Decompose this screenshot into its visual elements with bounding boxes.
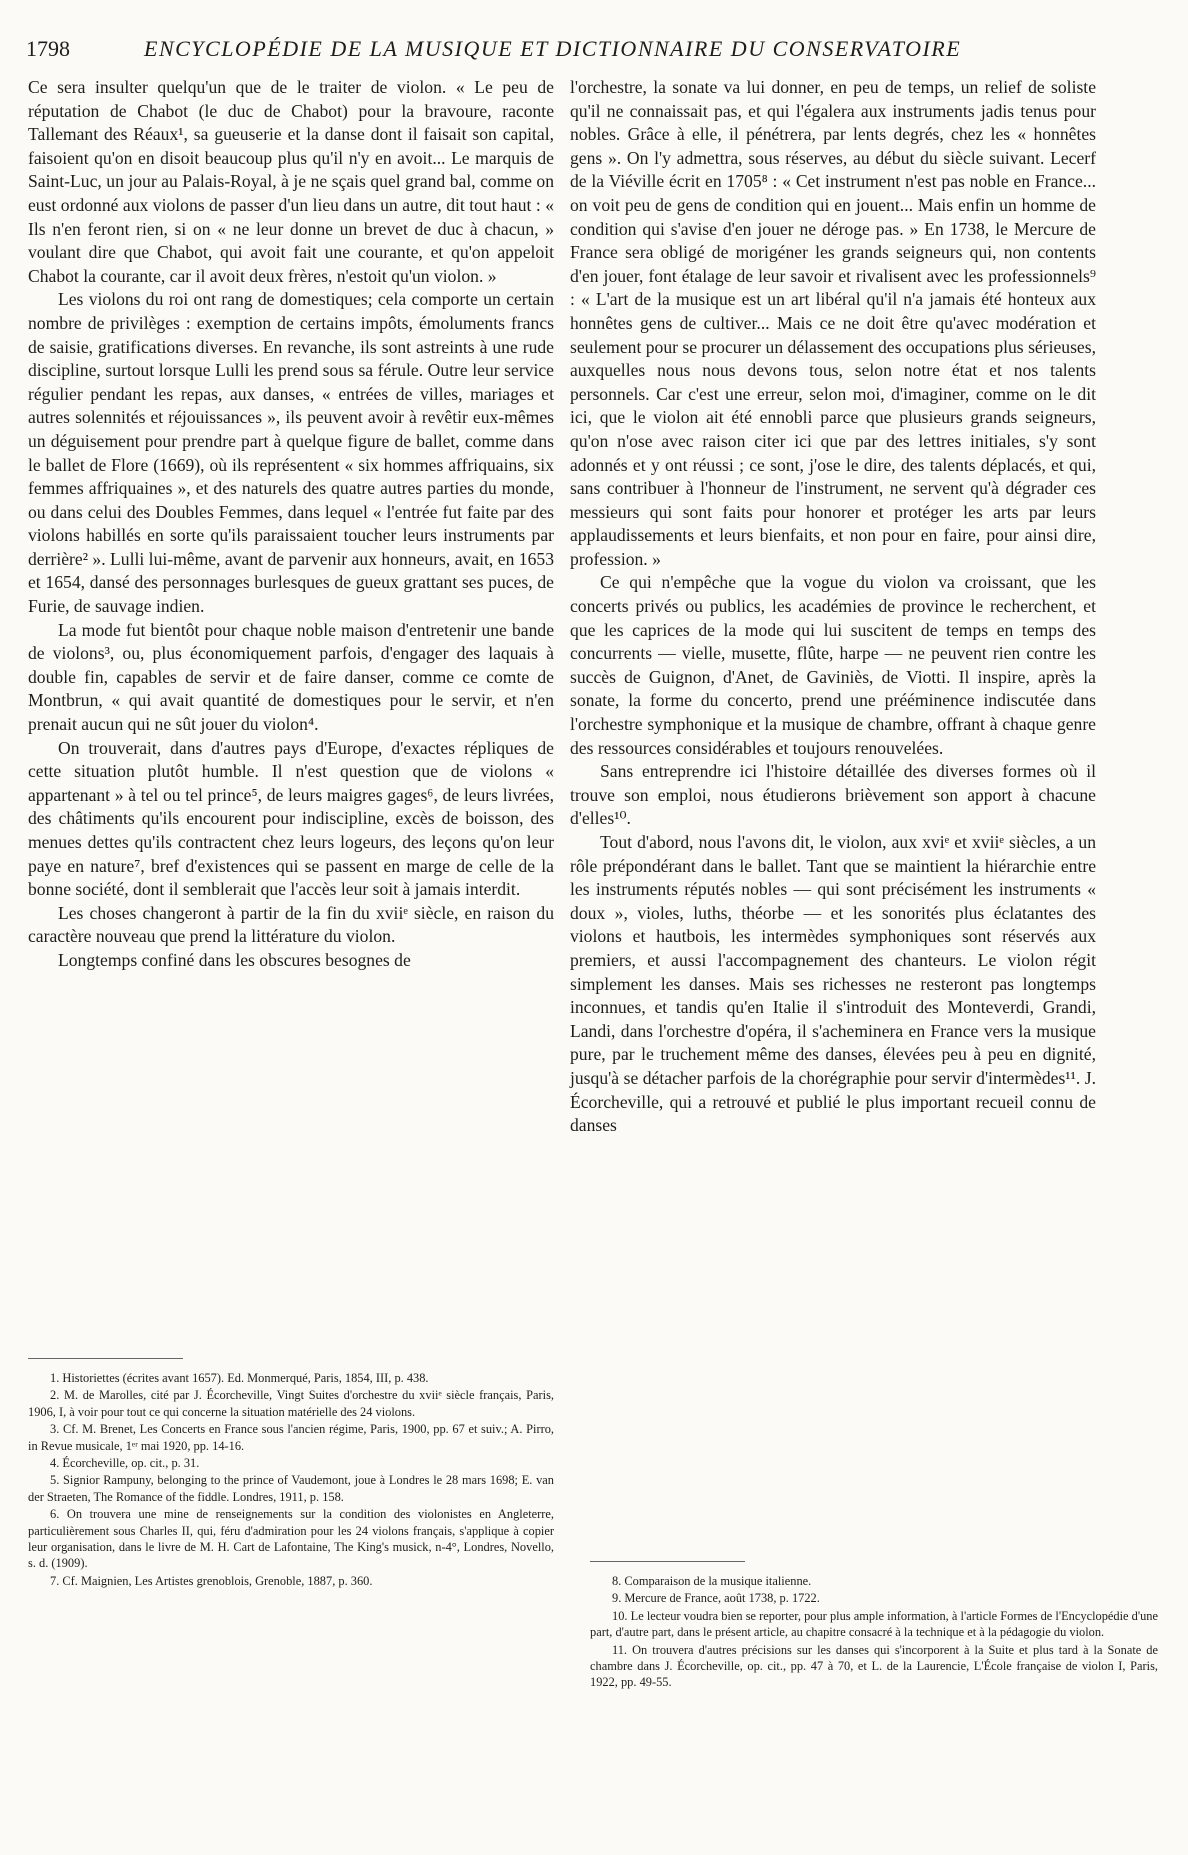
paragraph: l'orchestre, la sonate va lui donner, en peu de temps, un relief de soliste qu'il ne connaissait pas, et qui l'égalera aux instruments jadis tenus pour nobles. Grâce à elle, il pénétrera, par lents degrés, chez les « honnêtes gens ». On l'y admettra, sous réserves, au début du siècle suivant. Lecerf de la Viéville écrit en 1705⁸ : « Cet instrument n'est pas noble en France... on voit peu de gens de condition qui en jouent... Mais enfin un homme de condition qui s'avise d'en jouer ne déroge pas. » En 1738, le Mercure de France sera obligé de morigéner les grands seigneurs qui, non contents d'en jouer, font étalage de leur savoir et rivalisent avec les professionnels⁹ : « L'art de la musique est un art libéral qu'il n'a jamais été honteux aux honnêtes gens de cultiver... Mais ce ne doit être qu'avec modération et seulement pour se procurer un délassement des occupations plus sérieuses, auxquelles nous nous devons tous, selon notre état et nos talents personnels. Car c'est une erreur, selon moi, d'imaginer, comme on le dit ici, que le violon ait été ennobli parce que plusieurs grands seigneurs, qu'on n'ose avec raison citer ici que par des lettres initiales, s'y sont adonnés et y ont réussi ; ce sont, j'ose le dire, des talents déplacés, et qui, sans contribuer à l'honneur de l'instrument, ne servent qu'à dégrader ces messieurs qui sont faits pour honorer et protéger les arts par leurs applaudissements et leurs bienfaits, et non pour en faire, pour ainsi dire, profession. »	[570, 77, 1096, 569]
footnote: 10. Le lecteur voudra bien se reporter, pour plus ample information, à l'article Formes de l'Encyclopédie d'une part, d'autre part, dans le présent article, au chapitre consacré à la technique et à la pédagogie du violon.	[590, 1608, 1158, 1640]
footnote: 11. On trouvera d'autres précisions sur les danses qui s'incorporent à la Suite et plus tard à la Sonate de chambre dans J. Écorcheville, op. cit., pp. 47 à 70, et L. de la Laurencie, L'École française de violon I, Paris, 1922, pp. 49-55.	[590, 1642, 1158, 1690]
footnotes-right	[590, 1573, 1158, 1692]
paragraph: Tout d'abord, nous l'avons dit, le violon, aux xviᵉ et xviiᵉ siècles, a un rôle prépondérant dans le ballet. Tant que se maintient la hiérarchie entre les instruments réputés nobles — qui sont précisément les instruments « doux », violes, luths, théorbe — et les sonorités plus éclatantes des violons et hautbois, les intermèdes symphoniques sont réservés aux premiers, et aussi l'accompagnement des chanteurs. Le violon régit simplement les danses. Mais ses richesses ne resteront pas longtemps inconnues, et tandis qu'en Italie il s'introduit des Monteverdi, Grandi, Landi, dans l'orchestre d'opéra, il s'acheminera en France vers la musique pure, par le truchement même des danses, élevées peu à peu en dignité, jusqu'à se détacher parfois de la chorégraphie pour servir d'intermèdes¹¹. J. Écorcheville, qui a retrouvé et publié le plus important recueil connu de danses	[570, 832, 1096, 1136]
footnote-separator	[28, 1358, 183, 1359]
footnote: 4. Écorcheville, op. cit., p. 31.	[50, 1456, 200, 1471]
paragraph: Ce qui n'empêche que la vogue du violon va croissant, que les concerts privés ou publics, les académies de province le recherchent, et que les caprices de la mode qui lui suscitent de temps en temps des concurrents — vielle, musette, flûte, harpe — ne peuvent rien contre les succès de Guignon, d'Anet, de Gaviniès, de Viotti. Il inspire, après la sonate, la forme du concerto, prend une prééminence indiscutée dans l'orchestre symphonique et la musique de chambre, offrant à chaque genre des ressources considérables et toujours renouvelées.	[570, 572, 1096, 758]
page-number: 1798	[26, 36, 70, 61]
paragraph: Les choses changeront à partir de la fin du xviiᵉ siècle, en raison du caractère nouveau que prend la littérature du violon.	[28, 902, 554, 947]
paragraph: Les violons du roi ont rang de domestiques; cela comporte un certain nombre de privilèges : exemption de certains impôts, émoluments francs de saisie, gratifications diverses. En revanche, ils sont astreints à une rude discipline, surtout lorsque Lulli les prend sous sa férule. Outre leur service régulier pendant les repas, aux danses, « entrées de villes, mariages et autres solennités et réjouissances », ils peuvent avoir à revêtir eux-mêmes un déguisement pour prendre part à quelque figure de ballet, comme dans le ballet de Flore (1669), où ils représentent « six hommes affriquains, six femmes affriquaines », et des naturels des quatre autres parties du monde, ou dans celui des Doubles Femmes, dans lequel « l'entrée fut faite par des violons habillés en sorte qu'ils paraissaient toucher leurs instruments par derrière² ». Lulli lui-même, avant de parvenir aux honneurs, avait, en 1653 et 1654, dansé des personnages burlesques de gueux grattant ses puces, de Furie, de sauvage indien.	[28, 289, 554, 617]
footnotes-left	[28, 1370, 554, 1590]
paragraph: La mode fut bientôt pour chaque noble maison d'entretenir une bande de violons³, ou, plus économiquement parfois, d'engager des laquais à double fin, capables de servir et de faire danser, comme ce comte de Montbrun, « qui avait quantité de domestiques pour le servir, et n'en prenait aucun qui ne sût jouer du violon⁴.	[28, 619, 554, 735]
footnote: 3. Cf. M. Brenet, Les Concerts en France sous l'ancien régime, Paris, 1900, pp. 67 et suiv.; A. Pirro, in Revue musicale, 1ᵉʳ mai 1920, pp. 14-16.	[28, 1422, 554, 1453]
paragraph: Ce sera insulter quelqu'un que de le traiter de violon. « Le peu de réputation de Chabot (le duc de Chabot) pour la bravoure, raconte Tallemant des Réaux¹, sa gueuserie et la danse dont il faisait son capital, faisoient qu'on en disoit beaucoup plus qu'il n'y en avoit... Le marquis de Saint-Luc, un jour au Palais-Royal, à je ne sçais quel grand bal, comme on eust ordonné aux violons de passer d'un lieu dans un autre, dit tout haut : « Ils n'en feront rien, si on « ne leur donne un brevet de duc à chacun, » voulant dire que Chabot, qui avoit fait une courante, et qu'on appeloit Chabot la courante, car il avoit deux frères, n'estoit qu'un violon. »	[28, 77, 554, 286]
footnote: 7. Cf. Maignien, Les Artistes grenoblois, Grenoble, 1887, p. 360.	[50, 1573, 373, 1588]
footnote: 6. On trouvera une mine de renseignements sur la condition des violonistes en Angleterre, particulièrement sous Charles II, qui, féru d'admiration pour les 24 violons français, s'applique à copier leur organisation, dans le livre de M. H. Cart de Lafontaine, The King's musick, n-4°, Londres, Novello, s. d. (1909).	[28, 1507, 554, 1571]
left-column	[28, 76, 554, 973]
page-header	[26, 36, 1156, 64]
footnote: 5. Signior Rampuny, belonging to the prince of Vaudemont, joue à Londres le 28 mars 1698; E. van der Straeten, The Romance of the fiddle. Londres, 1911, p. 158.	[28, 1473, 554, 1504]
footnote: 1. Historiettes (écrites avant 1657). Ed. Monmerqué, Paris, 1854, III, p. 438.	[50, 1371, 429, 1385]
footnote-separator	[590, 1561, 745, 1562]
footnote: 9. Mercure de France, août 1738, p. 1722.	[612, 1591, 820, 1606]
footnote: 2. M. de Marolles, cité par J. Écorcheville, Vingt Suites d'orchestre du xviiᵉ siècle français, Paris, 1906, I, à voir pour tout ce qui concerne la situation matérielle des 24 violons.	[28, 1388, 554, 1419]
paragraph: On trouverait, dans d'autres pays d'Europe, d'exactes répliques de cette situation plutôt humble. Il n'est question que de violons « appartenant » à tel ou tel prince⁵, de leurs maigres gages⁶, de leurs livrées, des châtiments qu'ils encourent pour indiscipline, excès de boisson, des menues dettes qu'ils contractent chez leurs logeurs, des leçons qu'on leur paye en nature⁷, bref d'existences qui se passent en marge de celle de la bonne société, dont il semblerait que l'accès leur soit à jamais interdit.	[28, 737, 554, 900]
right-column	[570, 76, 1096, 1138]
paragraph: Longtemps confiné dans les obscures besognes de	[58, 949, 411, 970]
paragraph: Sans entreprendre ici l'histoire détaillée des diverses formes où il trouve son emploi, nous étudierons brièvement son apport à chacune d'elles¹⁰.	[570, 761, 1096, 829]
running-title: ENCYCLOPÉDIE DE LA MUSIQUE ET DICTIONNAIRE DU CONSERVATOIRE	[144, 36, 962, 61]
footnote: 8. Comparaison de la musique italienne.	[612, 1574, 812, 1588]
